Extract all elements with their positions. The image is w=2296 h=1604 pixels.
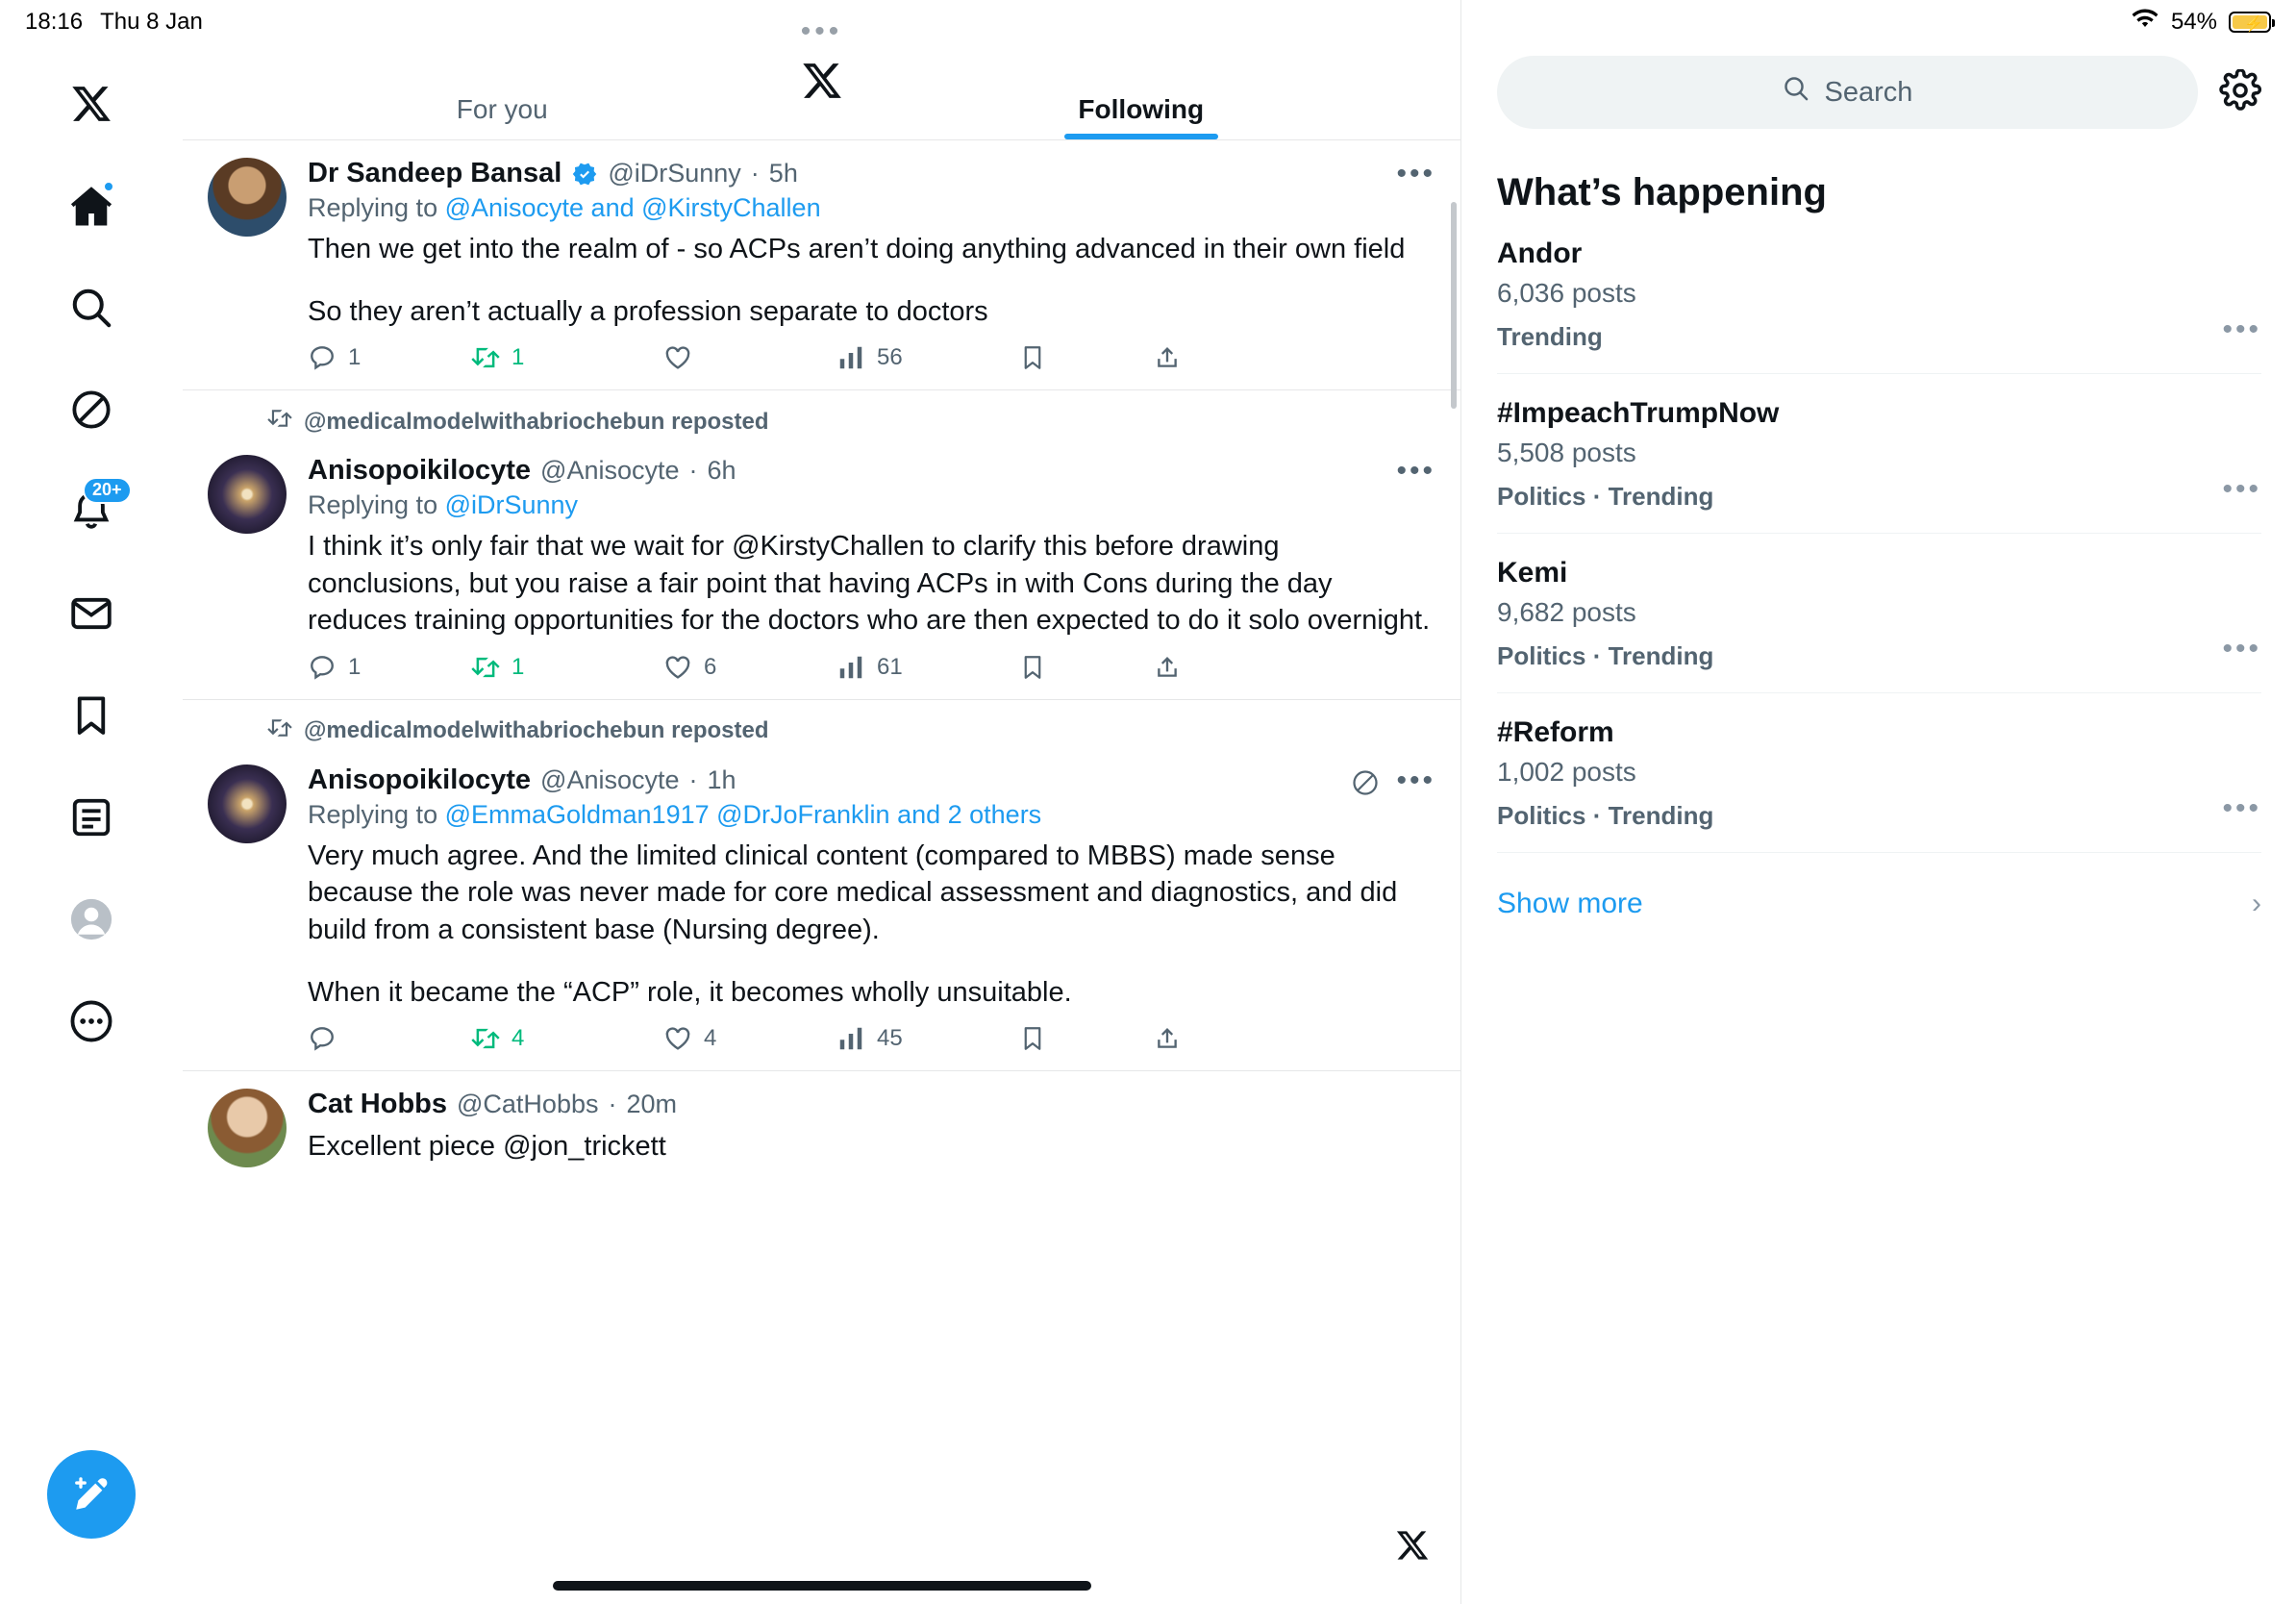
bookmark-button[interactable] (1019, 1025, 1154, 1052)
gear-icon[interactable] (2219, 69, 2261, 116)
post-separator: · (688, 764, 698, 794)
like-count: 6 (704, 653, 717, 680)
replying-prefix: Replying to (308, 799, 445, 829)
avatar[interactable] (208, 764, 287, 843)
post-actions (308, 653, 1435, 693)
share-button[interactable] (1154, 654, 1181, 681)
repost-icon (267, 406, 292, 438)
show-more-label: Show more (1497, 888, 1643, 919)
timeline-tabs (183, 79, 1460, 140)
post-separator: · (608, 1090, 617, 1119)
search-row (1497, 56, 2261, 129)
share-button[interactable] (1154, 344, 1181, 371)
right-sidebar (1462, 0, 2296, 1604)
post-timestamp: 5h (768, 159, 798, 188)
like-button[interactable] (663, 343, 836, 372)
post-overflow-icon[interactable]: ••• (1396, 455, 1435, 488)
post-author-name[interactable]: Cat Hobbs (308, 1089, 447, 1120)
reply-count: 1 (348, 344, 362, 371)
repost-button[interactable] (471, 343, 663, 372)
trend-title: Andor (1497, 238, 1583, 269)
post-text (308, 838, 1435, 1011)
post-overflow-icon[interactable]: ••• (1396, 764, 1435, 796)
trend-item[interactable] (1497, 693, 2261, 853)
post-header (308, 455, 1435, 487)
bookmark-icon (69, 693, 113, 738)
repost-author[interactable]: @medicalmodelwithabriochebun reposted (304, 717, 769, 744)
repost-button[interactable] (471, 653, 663, 682)
trend-title: #Reform (1497, 716, 1614, 748)
post-text (308, 231, 1435, 330)
trend-overflow-icon[interactable]: ••• (2222, 313, 2261, 345)
replying-prefix: Replying to (308, 193, 445, 222)
reply-button[interactable] (308, 1024, 471, 1053)
post-item[interactable] (183, 747, 1460, 1071)
status-date: Thu 8 Jan (100, 9, 203, 35)
compose-post-button[interactable] (47, 1450, 136, 1539)
post-overflow-icon[interactable]: ••• (1396, 158, 1435, 189)
like-button[interactable] (663, 653, 836, 682)
timeline-scrollbar[interactable] (1451, 202, 1457, 409)
reply-count: 1 (348, 653, 362, 680)
post-separator: · (688, 456, 698, 486)
trend-category: Politics · Trending (1497, 641, 1714, 670)
battery-percent: 54% (2170, 9, 2217, 35)
post-paragraph: I think it’s only fair that we wait for @KirstyChallen to clarify this before drawing conclusions, but you raise a fair point that having ACPs in with Cons during the day reduces training opportunities for the doctors who are then expected to do it solo overnight. (308, 531, 1431, 637)
views-button[interactable] (836, 1024, 1019, 1053)
post-author-handle[interactable]: @Anisocyte (540, 456, 680, 486)
sidebar-item-x-logo[interactable] (47, 60, 136, 148)
trend-post-count: 5,508 posts (1497, 438, 1636, 467)
like-button[interactable] (663, 1024, 836, 1053)
post-timestamp: 20m (626, 1090, 678, 1119)
trend-overflow-icon[interactable]: ••• (2222, 473, 2261, 505)
views-count: 45 (877, 1025, 903, 1052)
sidebar-item-home[interactable] (47, 162, 136, 250)
reply-button[interactable] (308, 343, 471, 372)
sidebar-item-grok[interactable] (47, 365, 136, 454)
tab-following[interactable]: Following (822, 79, 1461, 139)
repost-button[interactable] (471, 1024, 663, 1053)
search-icon (1783, 75, 1809, 110)
post-author-handle[interactable]: @iDrSunny (608, 159, 741, 188)
post-header (308, 764, 1435, 796)
x-logo-icon (70, 83, 112, 125)
status-bar (0, 0, 2296, 47)
post-paragraph: Then we get into the realm of - so ACPs aren’t doing anything advanced in their own field (308, 234, 1406, 264)
sidebar-item-profile[interactable] (47, 875, 136, 964)
post-timestamp: 1h (707, 764, 736, 794)
post-author-handle[interactable]: @CatHobbs (457, 1090, 599, 1119)
grok-icon[interactable] (1351, 768, 1380, 802)
lists-icon (69, 795, 113, 840)
avatar[interactable] (208, 158, 287, 237)
page-title: What’s happening (1497, 171, 1827, 213)
views-count: 61 (877, 653, 903, 680)
trend-title: #ImpeachTrumpNow (1497, 397, 1780, 429)
post-replying-to (308, 193, 1435, 223)
repost-count: 1 (512, 344, 525, 371)
trend-category: Trending (1497, 322, 1603, 351)
bookmark-button[interactable] (1019, 344, 1154, 371)
header-overflow-icon[interactable]: ••• (800, 15, 843, 47)
replying-handles[interactable]: @Anisocyte and @KirstyChallen (444, 193, 821, 222)
chevron-right-icon: › (2252, 888, 2261, 919)
post-header (308, 158, 1435, 189)
replying-handles[interactable]: @EmmaGoldman1917 @DrJoFranklin and 2 others (444, 799, 1042, 829)
trend-category: Politics · Trending (1497, 801, 1714, 830)
repost-icon (267, 715, 292, 747)
sidebar-item-messages[interactable] (47, 569, 136, 658)
post-text (308, 1128, 1435, 1165)
post-timestamp: 6h (707, 456, 736, 486)
trend-post-count: 6,036 posts (1497, 278, 1636, 308)
trend-post-count: 9,682 posts (1497, 597, 1636, 627)
timeline-column (183, 0, 1461, 1604)
repost-count: 4 (512, 1025, 525, 1052)
trend-item[interactable] (1497, 214, 2261, 374)
mail-icon (69, 591, 113, 636)
post-actions (308, 343, 1435, 384)
home-unread-dot (103, 181, 114, 192)
tab-for-you[interactable]: For you (456, 93, 548, 124)
post-author-name[interactable]: Anisopoikilocyte (308, 455, 532, 487)
post-feed (183, 140, 1460, 1173)
trend-category: Politics · Trending (1497, 482, 1714, 511)
post-author-name[interactable]: Anisopoikilocyte (308, 764, 532, 795)
trend-item[interactable] (1497, 374, 2261, 534)
home-indicator (553, 1581, 1091, 1591)
repost-author[interactable]: @medicalmodelwithabriochebun reposted (304, 408, 769, 435)
sidebar-item-notifications[interactable] (47, 467, 136, 556)
show-more-button[interactable] (1497, 888, 2261, 920)
status-left (25, 9, 203, 36)
post-item[interactable] (183, 438, 1460, 700)
post-paragraph: Excellent piece @jon_trickett (308, 1131, 666, 1163)
share-button[interactable] (1154, 1025, 1181, 1052)
post-actions (308, 1024, 1435, 1065)
trend-item[interactable] (1497, 534, 2261, 693)
sidebar-item-bookmarks[interactable] (47, 671, 136, 760)
post-paragraph: When it became the “ACP” role, it becomes wholly unsuitable. (308, 976, 1072, 1008)
sidebar-item-lists[interactable] (47, 773, 136, 862)
post-text (308, 528, 1435, 639)
post-author-handle[interactable]: @Anisocyte (540, 764, 680, 794)
reply-button[interactable] (308, 653, 471, 682)
post-paragraph: So they aren’t actually a profession separate to doctors (308, 295, 988, 327)
post-author-name[interactable]: Dr Sandeep Bansal (308, 158, 562, 188)
trend-overflow-icon[interactable]: ••• (2222, 633, 2261, 664)
replying-handles[interactable]: @iDrSunny (444, 490, 579, 520)
bookmark-button[interactable] (1019, 654, 1154, 681)
views-button[interactable] (836, 653, 1019, 682)
like-count: 4 (704, 1025, 717, 1052)
repost-context (183, 390, 1460, 438)
post-replying-to (308, 800, 1435, 830)
status-right (2131, 9, 2271, 37)
post-item[interactable] (183, 140, 1460, 390)
repost-context (183, 700, 1460, 747)
post-replying-to (308, 490, 1435, 520)
search-icon (69, 286, 113, 330)
avatar (69, 897, 113, 941)
grok-icon (69, 388, 113, 432)
notifications-badge: 20+ (83, 477, 132, 504)
wifi-icon (2131, 9, 2159, 37)
avatar[interactable] (208, 455, 287, 534)
views-button[interactable] (836, 343, 1019, 372)
more-icon (69, 999, 113, 1043)
replying-prefix: Replying to (308, 490, 445, 520)
verified-badge-icon (571, 161, 598, 188)
sidebar-item-more[interactable] (47, 977, 136, 1065)
compose-icon (70, 1473, 112, 1516)
status-time: 18:16 (25, 9, 84, 35)
post-header (308, 1089, 1435, 1120)
sidebar-item-search[interactable] (47, 263, 136, 352)
views-count: 56 (877, 344, 903, 371)
trend-post-count: 1,002 posts (1497, 757, 1636, 787)
left-nav-rail (0, 44, 183, 1604)
post-item[interactable] (183, 1071, 1460, 1173)
avatar[interactable] (208, 1089, 287, 1167)
trend-overflow-icon[interactable]: ••• (2222, 792, 2261, 824)
search-placeholder: Search (1824, 76, 1913, 108)
floating-x-logo-icon (1395, 1528, 1430, 1567)
search-input[interactable] (1497, 56, 2198, 129)
repost-count: 1 (512, 653, 525, 680)
post-paragraph: Very much agree. And the limited clinical content (compared to MBBS) made sense because the role was never made for core medical assessment and diagnostics, and did build from a consistent base (Nursing degree). (308, 840, 1398, 945)
trend-title: Kemi (1497, 557, 1568, 589)
battery-icon: ⚡ (2229, 12, 2271, 33)
post-separator: · (750, 159, 760, 188)
